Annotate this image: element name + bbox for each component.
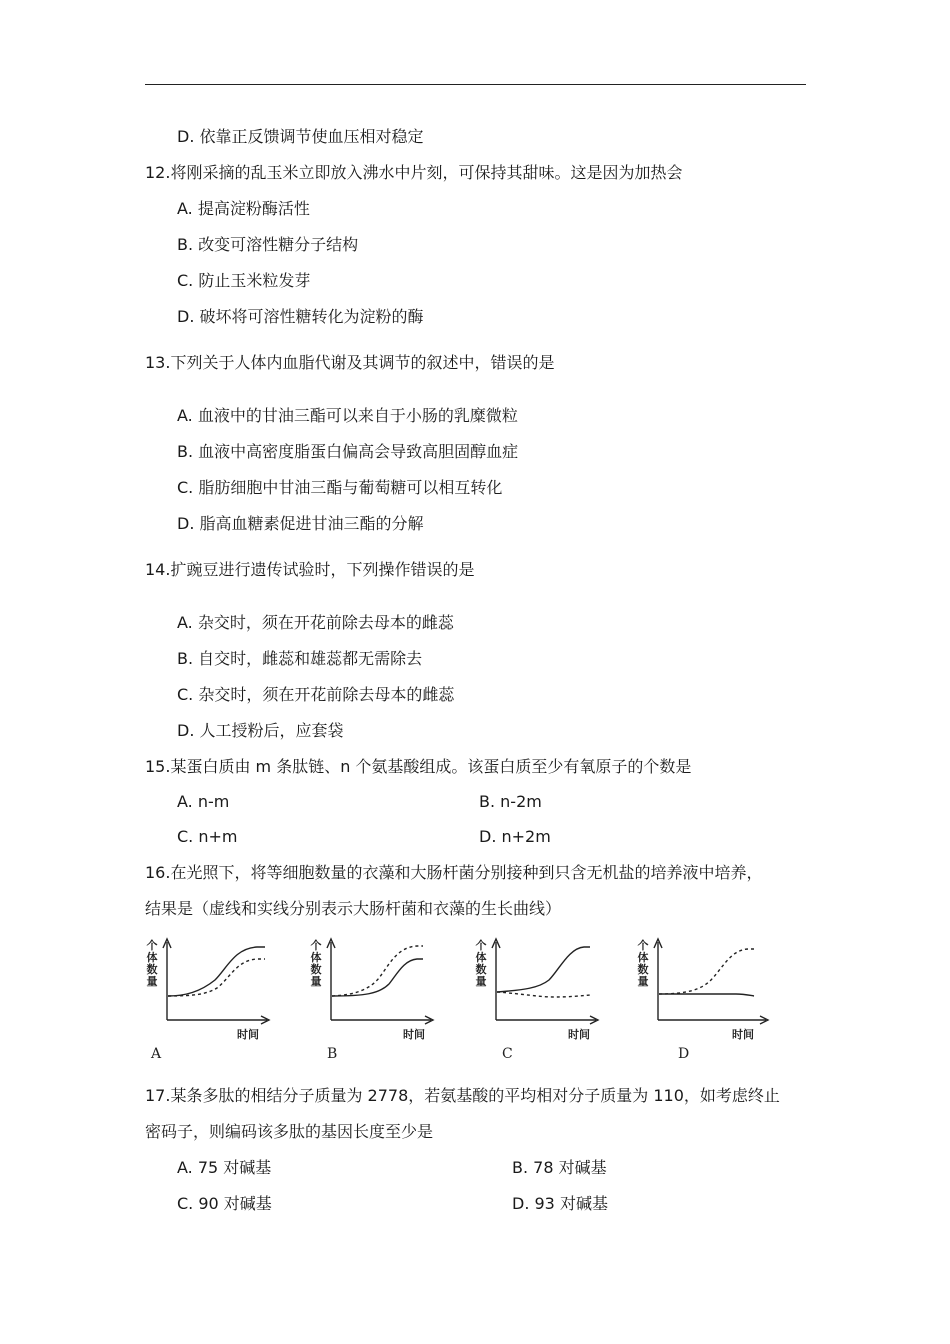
q17-stem-line2: 密码子，则编码该多肽的基因长度至少是: [145, 1122, 434, 1141]
graph-a-y-label-3: 数: [146, 963, 158, 976]
q12-option-a: A. 提高淀粉酶活性: [177, 199, 310, 218]
graph-d: [636, 930, 756, 1060]
q12-option-c: C. 防止玉米粒发芽: [177, 271, 311, 290]
q15-option-d: D. n+2m: [479, 827, 551, 846]
graph-c-label: C: [502, 1046, 513, 1062]
q17-option-a: A. 75 对碱基: [177, 1158, 272, 1177]
q17-option-d: D. 93 对碱基: [512, 1194, 608, 1213]
graph-b-y-label-2: 体: [310, 951, 322, 964]
q13-option-c: C. 脂肪细胞中甘油三酯与葡萄糖可以相互转化: [177, 478, 503, 497]
q14-option-c: C. 杂交时，须在开花前除去母本的雌蕊: [177, 685, 455, 704]
graph-b-y-label-1: 个: [310, 939, 322, 952]
q12-option-b: B. 改变可溶性糖分子结构: [177, 235, 359, 254]
header-rule: [145, 84, 806, 85]
graph-d-x-label: 时间: [732, 1028, 754, 1041]
graph-c: [474, 930, 594, 1060]
q12-option-d: D. 破坏将可溶性糖转化为淀粉的酶: [177, 307, 424, 326]
q17-option-b: B. 78 对碱基: [512, 1158, 607, 1177]
graph-a-y-label-2: 体: [146, 951, 158, 964]
q14-option-a: A. 杂交时，须在开花前除去母本的雌蕊: [177, 613, 454, 632]
q14-option-d: D. 人工授粉后，应套袋: [177, 721, 344, 740]
q14-option-b: B. 自交时，雌蕊和雄蕊都无需除去: [177, 649, 423, 668]
graph-d-y-label-3: 数: [637, 963, 649, 976]
graph-d-y-label-1: 个: [637, 939, 649, 952]
q15-option-a: A. n-m: [177, 792, 230, 811]
q17-stem-line1: 17.某条多肽的相结分子质量为 2778，若氨基酸的平均相对分子质量为 110，如考虑终止: [145, 1086, 780, 1105]
q12-stem: 12.将刚采摘的乱玉米立即放入沸水中片刻，可保持其甜味。这是因为加热会: [145, 163, 683, 182]
graph-c-y-label-4: 量: [475, 975, 487, 988]
q15-stem: 15.某蛋白质由 m 条肽链、n 个氨基酸组成。该蛋白质至少有氧原子的个数是: [145, 757, 692, 776]
graph-d-label: D: [678, 1046, 690, 1062]
graph-a-y-label-4: 量: [146, 975, 158, 988]
q11-option-d: D. 依靠正反馈调节使血压相对稳定: [177, 127, 424, 146]
graph-a-y-label-1: 个: [146, 939, 158, 952]
q13-option-a: A. 血液中的甘油三酯可以来自于小肠的乳糜微粒: [177, 406, 518, 425]
graph-b-x-label: 时间: [403, 1028, 425, 1041]
q15-option-c: C. n+m: [177, 827, 238, 846]
graph-b-y-label-4: 量: [310, 975, 322, 988]
graph-a-label: A: [151, 1046, 162, 1062]
graph-b-label: B: [327, 1046, 338, 1062]
graph-a: [145, 930, 265, 1060]
q13-stem: 13.下列关于人体内血脂代谢及其调节的叙述中，错误的是: [145, 353, 555, 372]
graph-b-y-label-3: 数: [310, 963, 322, 976]
graph-d-y-label-4: 量: [637, 975, 649, 988]
q13-option-b: B. 血液中高密度脂蛋白偏高会导致高胆固醇血症: [177, 442, 519, 461]
graph-b: [309, 930, 429, 1060]
q14-stem: 14.扩豌豆进行遗传试验时，下列操作错误的是: [145, 560, 475, 579]
q17-option-c: C. 90 对碱基: [177, 1194, 272, 1213]
graph-d-y-label-2: 体: [637, 951, 649, 964]
graph-c-y-label-2: 体: [475, 951, 487, 964]
q15-option-b: B. n-2m: [479, 792, 542, 811]
q13-option-d: D. 脂高血糖素促进甘油三酯的分解: [177, 514, 424, 533]
graph-a-x-label: 时间: [237, 1028, 259, 1041]
q16-stem-line1: 16.在光照下，将等细胞数量的衣藻和大肠杆菌分别接种到只含无机盐的培养液中培养，: [145, 863, 763, 882]
graph-c-y-label-1: 个: [475, 939, 487, 952]
graph-c-y-label-3: 数: [475, 963, 487, 976]
q16-stem-line2: 结果是（虚线和实线分别表示大肠杆菌和衣藻的生长曲线）: [145, 899, 562, 918]
graph-c-x-label: 时间: [568, 1028, 590, 1041]
